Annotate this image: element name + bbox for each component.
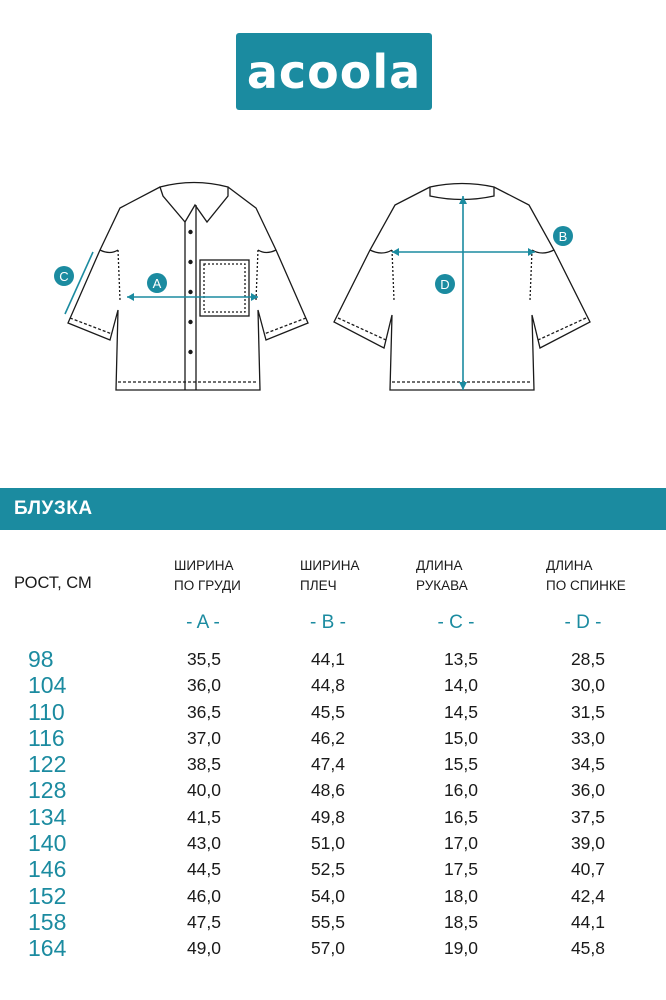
cell-back-length: 34,5	[570, 754, 605, 775]
cell-sleeve-length: 18,5	[443, 911, 478, 932]
column-header-c-line2: РУКАВА	[416, 578, 468, 593]
cell-shoulder-width: 51,0	[310, 833, 345, 854]
brand-logo-text: acoola	[246, 44, 422, 99]
cell-size: 116	[28, 724, 65, 751]
cell-size: 158	[28, 908, 67, 935]
cell-sleeve-length: 17,5	[443, 859, 478, 880]
cell-back-length: 37,5	[570, 806, 605, 827]
marker-d	[435, 274, 455, 294]
cell-sleeve-length: 15,0	[443, 727, 478, 748]
cell-back-length: 31,5	[570, 701, 605, 722]
cell-chest-width: 47,5	[186, 911, 221, 932]
cell-back-length: 33,0	[570, 727, 605, 748]
column-letter-a: - A -	[186, 612, 220, 633]
cell-sleeve-length: 14,5	[443, 701, 478, 722]
column-header-a-line1: ШИРИНА	[174, 558, 234, 573]
cell-back-length: 40,7	[570, 859, 605, 880]
cell-chest-width: 41,5	[186, 806, 221, 827]
cell-back-length: 39,0	[570, 833, 605, 854]
cell-chest-width: 44,5	[186, 859, 221, 880]
cell-back-length: 45,8	[570, 938, 605, 959]
cell-shoulder-width: 54,0	[310, 885, 345, 906]
front-view-drawing	[68, 183, 308, 391]
table-row	[0, 699, 666, 725]
table-row	[0, 672, 666, 698]
table-row	[0, 725, 666, 751]
table-row	[0, 856, 666, 882]
cell-sleeve-length: 16,5	[443, 806, 478, 827]
brand-logo	[236, 33, 432, 110]
marker-c	[54, 266, 74, 286]
section-banner	[0, 488, 666, 530]
svg-text:B: B	[558, 229, 568, 244]
cell-size: 152	[28, 882, 67, 909]
cell-shoulder-width: 49,8	[310, 806, 345, 827]
size-table	[0, 646, 666, 962]
cell-size: 140	[28, 830, 67, 857]
cell-shoulder-width: 44,8	[310, 675, 345, 696]
cell-back-length: 44,1	[570, 911, 605, 932]
cell-shoulder-width: 44,1	[310, 649, 345, 669]
table-row	[0, 804, 666, 830]
column-letter-d: - D -	[564, 612, 602, 633]
cell-shoulder-width: 45,5	[310, 701, 345, 722]
cell-sleeve-length: 17,0	[443, 833, 478, 854]
section-title: БЛУЗКА	[14, 498, 93, 519]
garment-diagram	[0, 170, 666, 410]
table-row	[0, 777, 666, 803]
table-row	[0, 935, 666, 961]
cell-size: 104	[28, 672, 67, 699]
cell-shoulder-width: 52,5	[310, 859, 345, 880]
cell-size: 134	[28, 803, 67, 830]
cell-size: 98	[28, 646, 54, 672]
cell-shoulder-width: 55,5	[310, 911, 345, 932]
cell-shoulder-width: 46,2	[310, 727, 345, 748]
cell-chest-width: 49,0	[186, 938, 221, 959]
cell-chest-width: 40,0	[186, 780, 221, 801]
cell-shoulder-width: 47,4	[310, 754, 345, 775]
cell-size: 164	[28, 935, 67, 962]
cell-size: 146	[28, 856, 67, 883]
cell-sleeve-length: 14,0	[443, 675, 478, 696]
column-header-b	[300, 556, 360, 596]
back-view-drawing	[334, 184, 590, 391]
table-row	[0, 751, 666, 777]
column-letter-b: - B -	[310, 612, 346, 633]
cell-sleeve-length: 16,0	[443, 780, 478, 801]
cell-shoulder-width: 57,0	[310, 938, 345, 959]
column-header-d	[546, 556, 626, 596]
cell-back-length: 36,0	[570, 780, 605, 801]
table-row	[0, 909, 666, 935]
cell-chest-width: 35,5	[186, 649, 221, 669]
cell-size: 122	[28, 751, 67, 778]
cell-chest-width: 36,0	[186, 675, 221, 696]
svg-text:A: A	[152, 276, 162, 291]
row-header: РОСТ, СМ	[14, 574, 92, 592]
cell-back-length: 42,4	[570, 885, 605, 906]
cell-back-length: 28,5	[570, 649, 605, 669]
cell-chest-width: 43,0	[186, 833, 221, 854]
marker-a	[147, 273, 167, 293]
svg-text:C: C	[59, 269, 69, 284]
column-header-d-line2: ПО СПИНКЕ	[546, 578, 626, 593]
cell-back-length: 30,0	[570, 675, 605, 696]
cell-chest-width: 46,0	[186, 885, 221, 906]
cell-sleeve-length: 18,0	[443, 885, 478, 906]
cell-size: 128	[28, 777, 67, 804]
column-header-b-line2: ПЛЕЧ	[300, 578, 337, 593]
marker-b	[553, 226, 573, 246]
column-header-c	[416, 556, 468, 596]
table-row	[0, 830, 666, 856]
cell-shoulder-width: 48,6	[310, 780, 345, 801]
cell-sleeve-length: 19,0	[443, 938, 478, 959]
column-header-c-line1: ДЛИНА	[416, 558, 463, 573]
cell-chest-width: 36,5	[186, 701, 221, 722]
column-header-a	[174, 556, 241, 596]
table-row	[0, 883, 666, 909]
cell-size: 110	[28, 698, 65, 725]
column-letter-c: - C -	[437, 612, 475, 633]
column-header-b-line1: ШИРИНА	[300, 558, 360, 573]
cell-chest-width: 37,0	[186, 727, 221, 748]
cell-sleeve-length: 13,5	[443, 649, 478, 669]
svg-text:D: D	[440, 277, 450, 292]
cell-chest-width: 38,5	[186, 754, 221, 775]
cell-sleeve-length: 15,5	[443, 754, 478, 775]
column-header-a-line2: ПО ГРУДИ	[174, 578, 241, 593]
table-row	[0, 646, 666, 672]
column-header-d-line1: ДЛИНА	[546, 558, 593, 573]
